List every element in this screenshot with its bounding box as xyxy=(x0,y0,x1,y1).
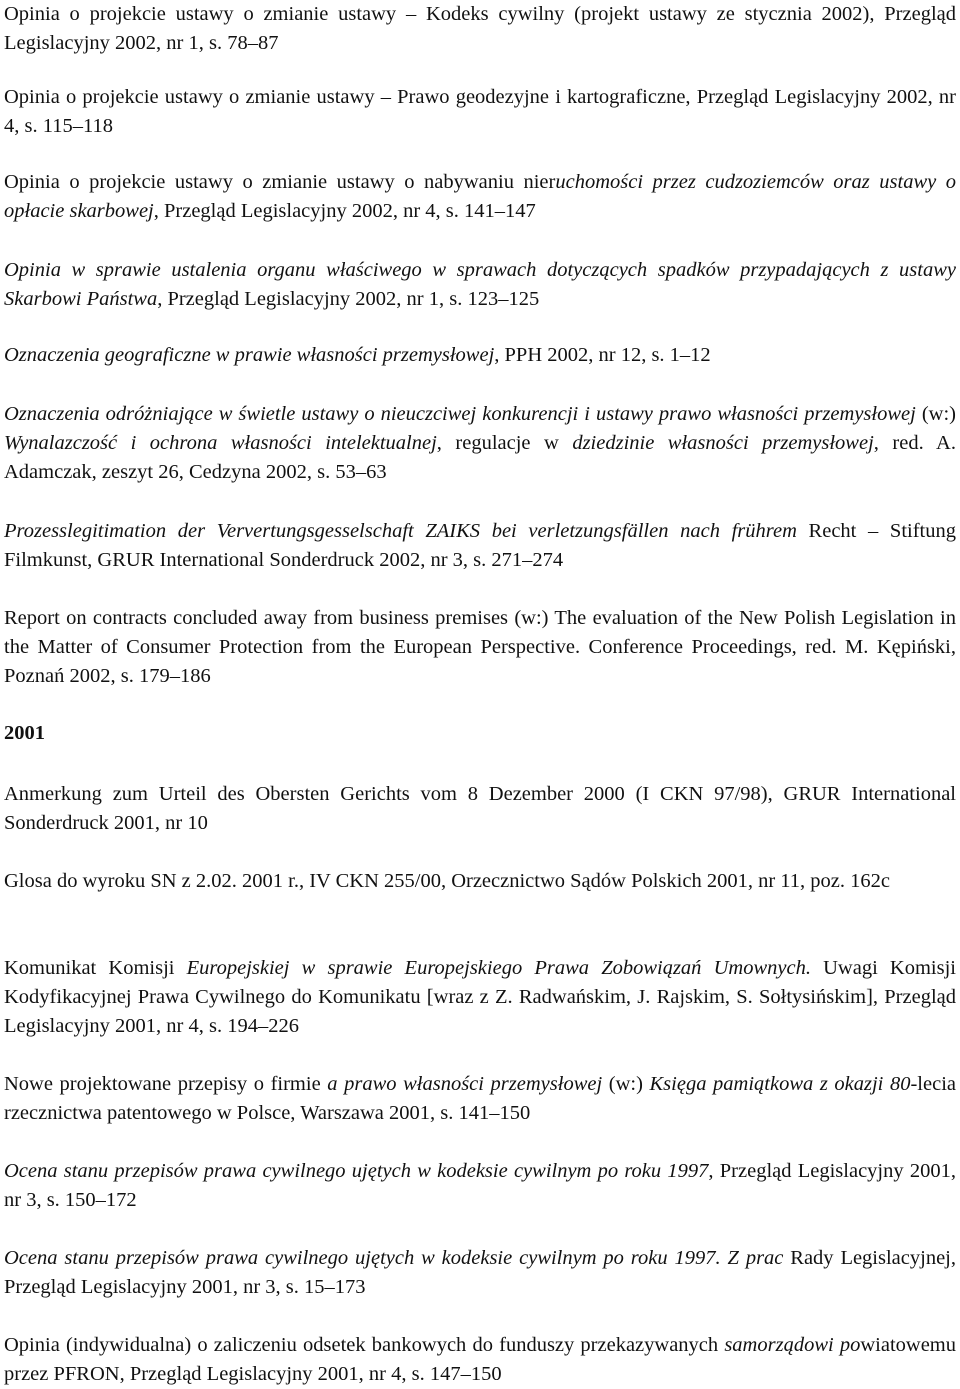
bibliography-entry xyxy=(4,954,956,1041)
bibliography-entry xyxy=(4,0,956,58)
entry-text: , PPH 2002, nr 12, s. 1–12 xyxy=(494,344,711,366)
entry-text: , red. A. Adamczak, zeszyt 26, Cedzyna 2002, s. 53–63 xyxy=(4,432,956,483)
entry-title: Księga pamiątkowa z okazji 80 xyxy=(649,1073,911,1095)
bibliography-entry xyxy=(4,83,956,141)
entry-text: Opinia (indywidualna) o zaliczeniu odsetek bankowych do funduszy przekazywanych xyxy=(4,1334,725,1356)
entry-text: wiatowemu przez PFRON, Przegląd Legislacyjny 2001, nr 4, s. 147–150 xyxy=(4,1334,957,1385)
bibliography-entry xyxy=(4,780,956,838)
entry-text: (w:) xyxy=(602,1073,650,1095)
bibliography-entry xyxy=(4,256,956,314)
entry-text: Rady Legislacyjnej, Przegląd Legislacyjny 2001, nr 3, s. 15–173 xyxy=(4,1247,956,1298)
bibliography-entry xyxy=(4,1331,956,1389)
entry-text: , Przegląd Legislacyjny 2001, nr 3, s. 150–172 xyxy=(4,1160,956,1211)
bibliography-entry xyxy=(4,1157,956,1215)
entry-title: uchomości przez cudzoziemców oraz ustawy o opłacie skarbowej xyxy=(4,171,956,222)
bibliography-entry xyxy=(4,517,956,575)
entry-text: Anmerkung zum Urteil des Obersten Gerichts vom 8 Dezember 2000 (I CKN 97/98), GRUR International Sonderdruck 2001, nr 10 xyxy=(4,783,956,834)
entry-text: Opinia o projekcie ustawy o zmianie ustawy – Prawo geodezyjne i kartograficzne, Przegląd Legislacyjny 2002, nr 4, s. 115–118 xyxy=(4,86,956,137)
entry-text: Recht – Stiftung Filmkunst, GRUR International Sonderdruck 2002, nr 3, s. 271–274 xyxy=(4,520,956,571)
entry-text: , Przegląd Legislacyjny 2002, nr 4, s. 141–147 xyxy=(153,200,536,222)
entry-title: Oznaczenia odróżniające w świetle ustawy o nieuczciwej konkurencji i ustawy prawo własności przemysłowej xyxy=(4,403,916,425)
entry-text: (w:) xyxy=(915,403,956,425)
entry-title: samorządowi po xyxy=(724,1334,861,1356)
entry-text: , regulacje w xyxy=(436,432,573,454)
entry-title: Ocena stanu przepisów prawa cywilnego ujętych w kodeksie cywilnym po roku 1997. Z prac xyxy=(4,1247,784,1269)
bibliography-entry xyxy=(4,867,956,896)
entry-title: Opinia w sprawie ustalenia organu właściwego w sprawach dotyczących spadków przypadających z ustawy Skarbowi Państwa xyxy=(4,259,956,310)
entry-title: dziedzinie własności przemysłowej xyxy=(572,432,874,454)
entry-text: Report on contracts concluded away from business premises (w:) The evaluation of the New Polish Legislation in the Matter of Consumer Protection from the European Perspective. Conference Proceedings, red. M. Kępiński, Poznań 2002, s. 179–186 xyxy=(4,607,956,687)
entry-text: Nowe projektowane przepisy o firmie xyxy=(4,1073,328,1095)
bibliography-entry xyxy=(4,400,956,487)
entry-title: Oznaczenia geograficzne w prawie własności przemysłowej xyxy=(4,344,495,366)
entry-text: , Przegląd Legislacyjny 2002, nr 1, s. 123–125 xyxy=(157,288,540,310)
entry-title: a prawo własności przemysłowej xyxy=(327,1073,603,1095)
entry-title: Prozesslegitimation der Ververtungsgesselschaft ZAIKS bei verletzungsfällen nach frührem xyxy=(4,520,797,542)
bibliography-entry xyxy=(4,604,956,691)
bibliography-entry xyxy=(4,1070,956,1128)
year-heading: 2001 xyxy=(4,722,45,744)
entry-text: Komunikat Komisji xyxy=(4,957,187,979)
entry-text: Glosa do wyroku SN z 2.02. 2001 r., IV CKN 255/00, Orzecznictwo Sądów Polskich 2001, nr 11, poz. 162c xyxy=(4,870,890,892)
entry-title: Wynalazczość i ochrona własności intelektualnej xyxy=(4,432,437,454)
entry-title: Europejskiej w sprawie Europejskiego Prawa Zobowiązań Umownych. xyxy=(186,957,811,979)
entry-text: Opinia o projekcie ustawy o zmianie ustawy o nabywaniu nier xyxy=(4,171,556,193)
bibliography-entry xyxy=(4,168,956,226)
entry-title: Ocena stanu przepisów prawa cywilnego ujętych w kodeksie cywilnym po roku 1997 xyxy=(4,1160,709,1182)
bibliography-entry xyxy=(4,341,956,370)
entry-text: Uwagi Komisji Kodyfikacyjnej Prawa Cywilnego do Komunikatu [wraz z Z. Radwańskim, J. Rajskim, S. Sołtysińskim], Przegląd Legislacyjny 2001, nr 4, s. 194–226 xyxy=(4,957,956,1037)
entry-text: Opinia o projekcie ustawy o zmianie ustawy – Kodeks cywilny (projekt ustawy ze stycznia 2002), Przegląd Legislacyjny 2002, nr 1, s. 78–87 xyxy=(4,3,956,54)
entry-text: -lecia rzecznictwa patentowego w Polsce, Warszawa 2001, s. 141–150 xyxy=(4,1073,956,1124)
bibliography-entry xyxy=(4,1244,956,1302)
